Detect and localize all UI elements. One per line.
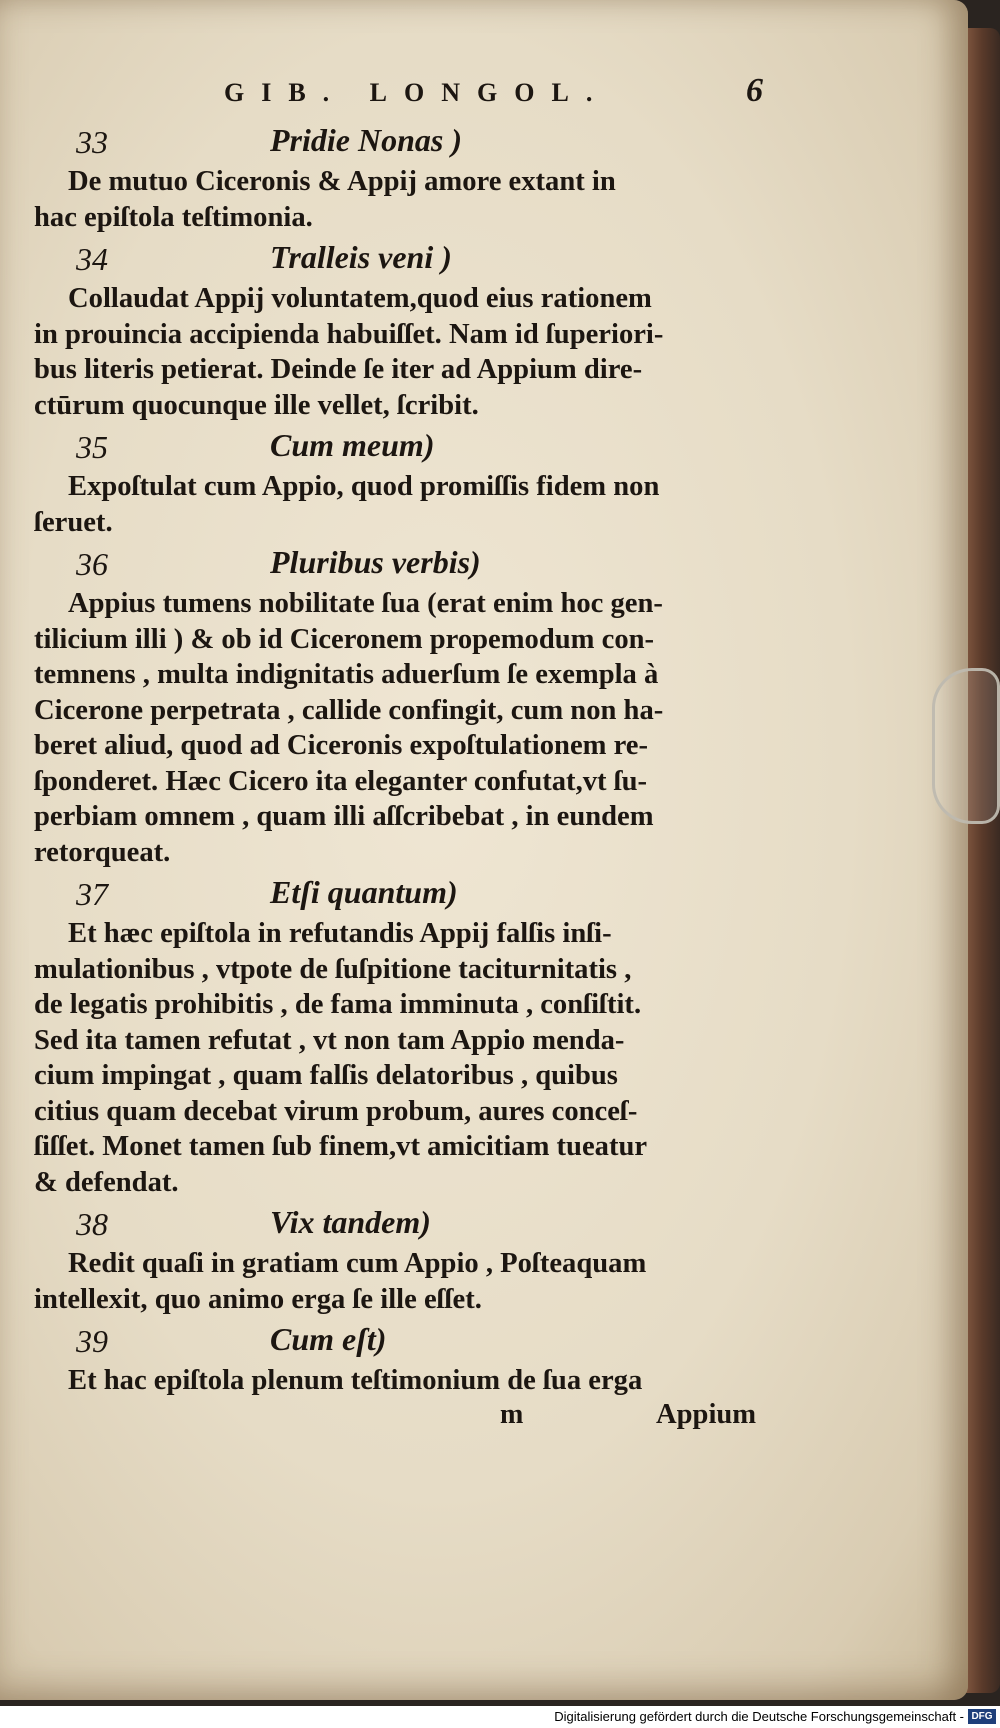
- text-line: ſeruet.: [34, 506, 113, 538]
- section-paragraph: [34, 1246, 779, 1317]
- signature-mark: m: [500, 1398, 524, 1430]
- text-line: temnens , multa indignitatis aduerſum ſe exempla à: [34, 659, 659, 690]
- text-line: Appius tumens nobilitate ſua (erat enim hoc gen-: [68, 588, 663, 619]
- text-line: Redit quaſi in gratiam cum Appio , Poſteaquam: [68, 1248, 647, 1279]
- text-line: ſiſſet. Monet tamen ſub finem,vt amicitiam tueatur: [34, 1131, 648, 1162]
- catchline: [34, 1399, 779, 1435]
- section-heading: [34, 239, 779, 281]
- section-number: 38: [76, 1206, 108, 1242]
- section-paragraph: [34, 469, 779, 540]
- section-number: 33: [76, 124, 108, 160]
- section-paragraph: [34, 164, 779, 235]
- section-heading: [34, 1321, 779, 1363]
- text-line: de legatis prohibitis , de fama imminuta , conſiſtit.: [34, 989, 642, 1020]
- section-lemma: Etſi quantum): [270, 874, 458, 910]
- section-heading: [34, 544, 779, 586]
- text-line: Et hæc epiſtola in refutandis Appij falſis inſi-: [68, 918, 612, 949]
- text-line: in prouincia accipienda habuiſſet. Nam id ſuperiori-: [34, 318, 664, 350]
- text-line: ſponderet. Hæc Cicero ita eleganter confutat,vt ſu-: [34, 765, 648, 797]
- footer-credit: Digitalisierung gefördert durch die Deutsche Forschungsgemeinschaft -: [554, 1709, 964, 1724]
- section-heading: [34, 874, 779, 916]
- section-number: 34: [76, 241, 108, 277]
- section-lemma: Vix tandem): [270, 1204, 431, 1240]
- text-line: cium impingat , quam falſis delatoribus , quibus: [34, 1060, 618, 1091]
- text-line: bus literis petierat. Deinde ſe iter ad Appium dire-: [34, 354, 643, 385]
- catchword: Appium: [656, 1398, 757, 1430]
- text-line: citius quam decebat virum probum, aures conceſ-: [34, 1095, 638, 1127]
- text-line: hac epiſtola teſtimonia.: [34, 201, 313, 233]
- text-line: Et hac epiſtola plenum teſtimonium de ſua erga: [68, 1365, 643, 1396]
- text-line: Cicerone perpetrata , callide confingit, cum non ha-: [34, 694, 664, 726]
- text-line: Sed ita tamen refutat , vt non tam Appio menda-: [34, 1024, 625, 1056]
- section-paragraph: [34, 916, 779, 1200]
- text-line: ctūrum quocunque ille vellet, ſcribit.: [34, 389, 479, 421]
- dfg-logo: DFG: [968, 1709, 996, 1724]
- section-paragraph: [34, 281, 779, 423]
- section-heading: [34, 122, 779, 164]
- text-line: mulationibus , vtpote de ſuſpitione taciturnitatis ,: [34, 953, 632, 985]
- section-number: 37: [76, 876, 108, 912]
- commentary-sections: [34, 122, 779, 1399]
- text-line: retorqueat.: [34, 836, 171, 868]
- section-lemma: Cum eſt): [270, 1321, 387, 1357]
- section-paragraph: [34, 1363, 779, 1399]
- page-clip: [932, 668, 1000, 824]
- section-paragraph: [34, 586, 779, 870]
- text-line: tilicium illi ) & ob id Ciceronem propemodum con-: [34, 623, 655, 655]
- digitization-footer: [0, 1706, 1000, 1728]
- text-column: [34, 68, 779, 1435]
- text-line: Expoſtulat cum Appio, quod promiſſis fidem non: [68, 471, 660, 502]
- section-lemma: Cum meum): [270, 427, 435, 463]
- section-heading: [34, 1204, 779, 1246]
- section-lemma: Pridie Nonas ): [270, 122, 462, 158]
- section-heading: [34, 427, 779, 469]
- text-line: intellexit, quo animo erga ſe ille eſſet.: [34, 1283, 482, 1315]
- text-line: Collaudat Appij voluntatem,quod eius rationem: [68, 283, 652, 314]
- section-lemma: Pluribus verbis): [270, 544, 481, 580]
- running-head: [34, 68, 779, 118]
- running-head-title: GIB. LONGOL.: [224, 78, 610, 107]
- section-lemma: Tralleis veni ): [270, 239, 452, 275]
- text-line: De mutuo Ciceronis & Appij amore extant in: [68, 166, 616, 197]
- text-line: perbiam omnem , quam illi aſſcribebat , in eundem: [34, 801, 654, 832]
- section-number: 39: [76, 1323, 108, 1359]
- text-line: beret aliud, quod ad Ciceronis expoſtulationem re-: [34, 730, 648, 761]
- section-number: 36: [76, 546, 108, 582]
- page-number: 6: [746, 72, 763, 109]
- section-number: 35: [76, 429, 108, 465]
- text-line: & defendat.: [34, 1166, 179, 1198]
